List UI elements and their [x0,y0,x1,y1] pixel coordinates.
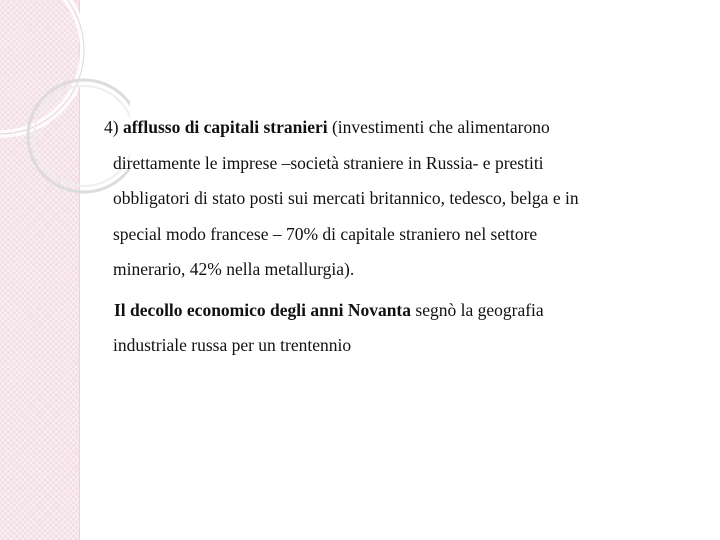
paragraph1-line5: minerario, 42% nella metallurgia). [113,259,355,279]
slide-content [104,110,664,364]
list-number: 4) [104,117,119,137]
paragraph2-line2: industriale russa per un trentennio [113,335,352,355]
decorative-ring-outline [0,0,84,134]
paragraph1-line3: obbligatori di stato posti sui mercati britannico, tedesco, belga e in [113,188,579,208]
paragraph1-line2: direttamente le imprese –società straniere in Russia- e prestiti [113,152,544,173]
paragraph-foreign-capital [104,110,664,288]
paragraph1-line1 [104,110,664,146]
bold-lead-foreign-capital: afflusso di capitali stranieri [122,117,328,137]
bold-lead-economic-takeoff: Il decollo economico degli anni Novanta [114,299,412,320]
paragraph2-line1-rest: segnò la geografia [415,299,544,320]
paragraph1-line1-rest: (investimenti che alimentarono [331,117,550,137]
paragraph-economic-takeoff [104,293,664,364]
paragraph2-line1 [104,293,664,329]
decorative-ring-large [0,0,84,134]
paragraph1-line4: special modo francese – 70% di capitale straniero nel settore [113,223,538,244]
